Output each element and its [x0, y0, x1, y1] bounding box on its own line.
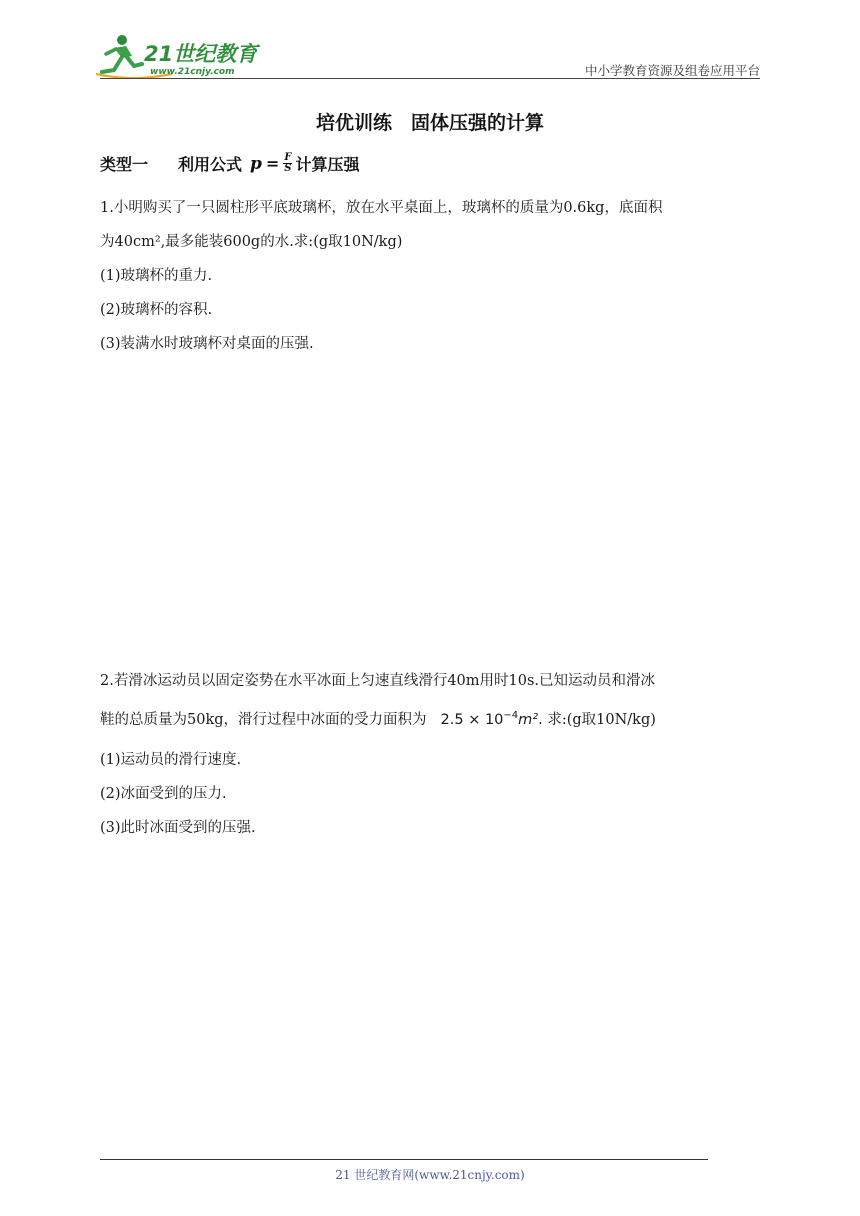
question-2-line-1: 2.若滑冰运动员以固定姿势在水平冰面上匀速直线滑行40m用时10s.已知运动员和滑冰 — [100, 673, 656, 689]
formula-variable: p — [250, 153, 262, 174]
formula-fraction — [283, 153, 292, 174]
site-logo — [92, 30, 262, 80]
page-title: 培优训练 固体压强的计算 — [315, 112, 544, 134]
formula-suffix: 计算压强 — [295, 155, 360, 174]
question-1-part-2: (2)玻璃杯的容积. — [100, 302, 213, 318]
question-2-line-2-tail: . 求:(g取10N/kg) — [538, 712, 656, 728]
footer-text: 21 世纪教育网(www.21cnjy.com) — [335, 1168, 525, 1182]
type-label: 类型一 — [100, 155, 149, 174]
logo-text: 21世纪教育 — [144, 42, 258, 66]
section-heading — [100, 152, 359, 175]
formula-numerator: F — [284, 152, 292, 163]
area-unit: m² — [518, 712, 539, 728]
footer-divider — [100, 1159, 708, 1160]
area-value — [441, 712, 539, 728]
question-1-line-1: 1.小明购买了一只圆柱形平底玻璃杯，放在水平桌面上，玻璃杯的质量为0.6kg，底面积 — [100, 200, 663, 216]
question-2-line-2-text: 鞋的总质量为50kg，滑行过程中冰面的受力面积为 — [100, 712, 427, 728]
formula-denominator: S — [284, 163, 292, 174]
question-2-part-1: (1)运动员的滑行速度. — [100, 752, 242, 768]
platform-text: 中小学教育资源及组卷应用平台 — [584, 63, 760, 78]
formula-equals: = — [265, 154, 280, 173]
area-exponent: −4 — [503, 710, 519, 722]
header-divider — [100, 78, 760, 79]
logo-url: www.21cnjy.com — [150, 67, 235, 77]
question-1-line-2: 为40cm²,最多能装600g的水.求:(g取10N/kg) — [100, 234, 403, 250]
area-mantissa: 2.5 × 10 — [440, 712, 504, 728]
question-2-part-3: (3)此时冰面受到的压强. — [100, 820, 256, 836]
question-1-part-3: (3)装满水时玻璃杯对桌面的压强. — [100, 336, 314, 352]
question-2-line-2 — [100, 708, 656, 729]
question-1-part-1: (1)玻璃杯的重力. — [100, 268, 213, 284]
formula-prefix: 利用公式 — [178, 155, 243, 174]
question-2-part-2: (2)冰面受到的压力. — [100, 786, 227, 802]
pressure-formula — [250, 153, 293, 174]
